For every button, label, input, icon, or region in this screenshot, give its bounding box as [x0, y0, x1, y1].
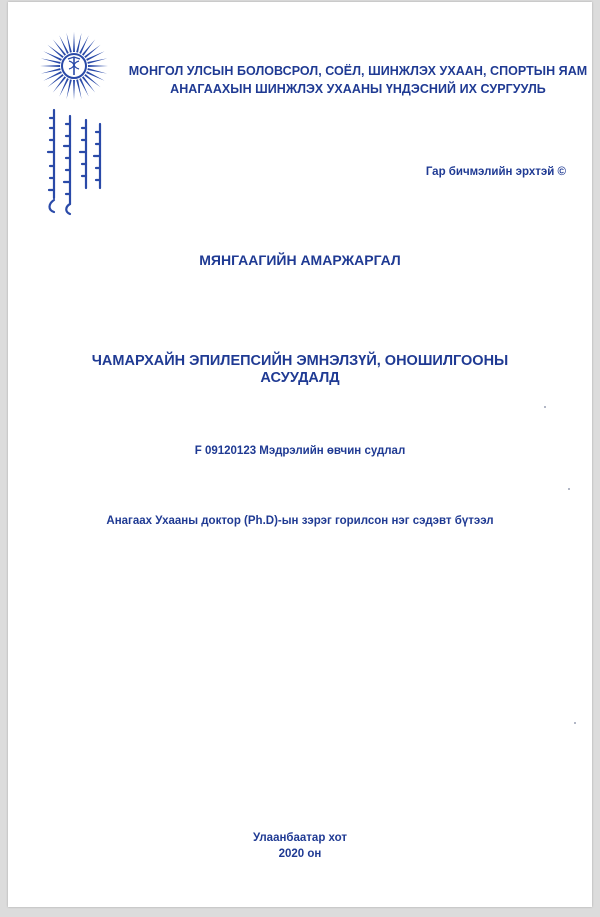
thesis-title-line-2: АСУУДАЛД — [260, 370, 340, 386]
scan-speck — [568, 488, 570, 490]
emblem-ray — [41, 68, 61, 73]
emblem-ray — [87, 58, 107, 63]
university-logo — [34, 28, 116, 218]
emblem-ray — [73, 32, 75, 52]
emblem-ray — [84, 45, 100, 58]
thesis-title-line-1: ЧАМАРХАЙН ЭПИЛЕПСИЙН ЭМНЭЛЗҮЙ, ОНОШИЛГООНЫ — [91, 353, 509, 369]
emblem-ray — [73, 80, 75, 100]
manuscript-rights-notice: Гар бичмэлийн эрхтэй © — [425, 166, 566, 178]
emblem-ray — [47, 74, 63, 87]
emblem-ray — [88, 65, 108, 67]
thesis-title — [8, 353, 592, 387]
scan-speck — [544, 406, 546, 408]
university-name: АНАГААХЫН ШИНЖЛЭХ УХААНЫ ҮНДЭСНИЙ ИХ СУРГУУЛЬ — [170, 82, 546, 96]
scan-speck — [574, 722, 576, 724]
ministry-name: МОНГОЛ УЛСЫН БОЛОВСРОЛ, СОЁЛ, ШИНЖЛЭХ УХААН, СПОРТЫН ЯАМ — [128, 64, 588, 78]
author-name: МЯНГААГИЙН АМАРЖАРГАЛ — [199, 252, 401, 268]
emblem-ray — [41, 58, 61, 63]
year: 2020 он — [278, 848, 322, 860]
emblem-ray — [84, 74, 100, 87]
emblem-ray — [40, 65, 60, 67]
emblem-ray — [47, 45, 63, 58]
emblem-ray — [66, 79, 71, 99]
institution-header — [128, 62, 588, 98]
emblem-ray — [76, 33, 81, 53]
emblem-ray — [82, 39, 95, 55]
emblem-ray — [66, 33, 71, 53]
emblem-ray — [76, 79, 81, 99]
city: Улаанбаатар хот — [252, 832, 348, 844]
specialty-code: F 09120123 Мэдрэлийн өвчин судлал — [194, 445, 406, 457]
emblem-ray — [53, 76, 66, 92]
emblem-ray — [53, 39, 66, 55]
document-page — [8, 2, 592, 907]
emblem-ray — [87, 68, 107, 73]
degree-statement: Анагаах Ухааны доктор (Ph.D)-ын зэрэг горилсон нэг сэдэвт бүтээл — [106, 515, 494, 527]
emblem-ray — [82, 76, 95, 92]
place-and-year — [8, 830, 592, 862]
university-emblem-icon — [34, 28, 116, 218]
